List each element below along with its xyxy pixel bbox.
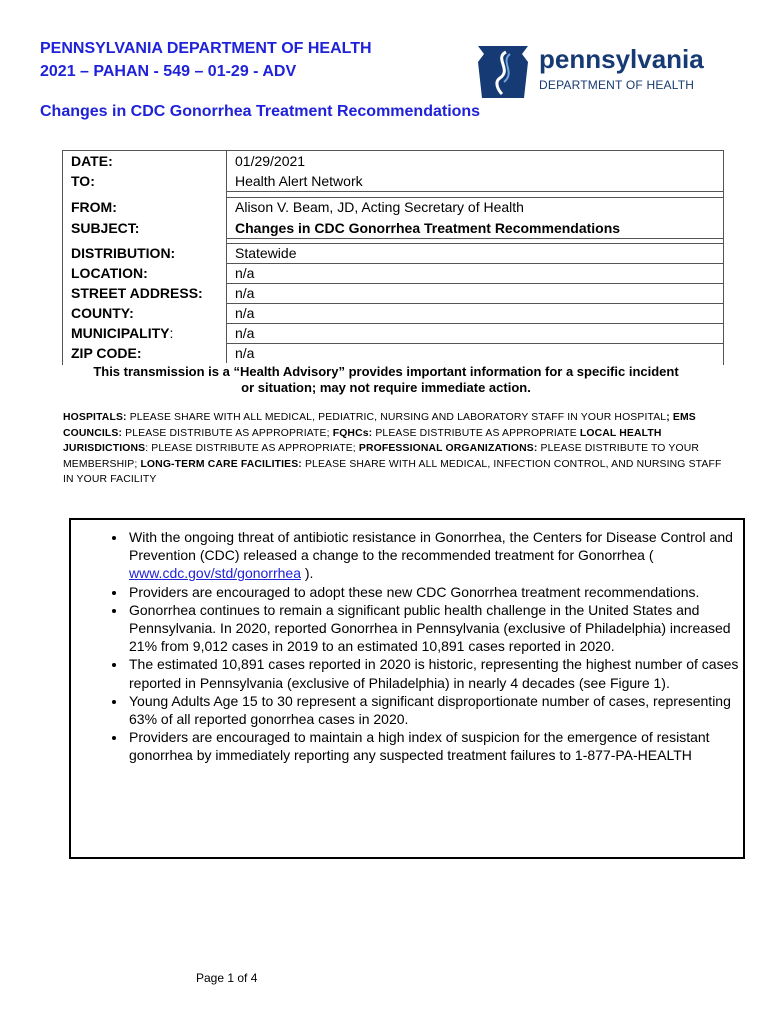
info-row-municipality: [63, 323, 723, 343]
zip-label: ZIP CODE:: [71, 345, 142, 361]
location-value: n/a: [235, 265, 255, 281]
header-title: PENNSYLVANIA DEPARTMENT OF HEALTH: [40, 40, 372, 57]
date-label: DATE:: [71, 153, 113, 169]
from-label: FROM:: [71, 199, 117, 215]
info-row-zip: [63, 343, 723, 363]
subject-value: Changes in CDC Gonorrhea Treatment Recommendations: [235, 220, 621, 236]
key-points-list: [107, 528, 747, 765]
street-label: STREET ADDRESS:: [71, 285, 203, 301]
cdc-gonorrhea-link[interactable]: www.cdc.gov/std/gonorrhea: [129, 565, 301, 582]
info-row-subject: [63, 218, 723, 238]
street-value: n/a: [235, 285, 255, 301]
advisory-info-table: [62, 150, 724, 365]
logo-wordmark: pennsylvania: [539, 44, 704, 74]
page-number: Page 1 of 4: [196, 971, 258, 985]
list-item: • With the ongoing threat of antibiotic resistance in Gonorrhea, the Centers for Disease Control and Prevention (CDC) released a change to the recommended treatment for Gonorrhea ( www.cdc.gov/std/gonorrhea ).: [127, 528, 747, 583]
zip-value: n/a: [235, 345, 255, 361]
logo-department: DEPARTMENT OF HEALTH: [539, 78, 695, 92]
info-row-street: [63, 283, 723, 303]
distribution-instructions: HOSPITALS: PLEASE SHARE WITH ALL MEDICAL, PEDIATRIC, NURSING AND LABORATORY STAFF IN YOUR HOSPITAL; EMS COUNCILS: PLEASE DISTRIBUTE AS APPROPRIATE; FQHCs: PLEASE DISTRIBUTE AS APPROPRIATE LOCAL HEALTH JURISDICTIONS: PLEASE DISTRIBUTE AS APPROPRIATE; PROFESSIONAL ORGANIZATIONS: PLEASE DISTRIBUTE TO YOUR MEMBERSHIP; LONG-TERM CARE FACILITIES: PLEASE SHARE WITH ALL MEDICAL, INFECTION CONTROL, AND NURSING STAFF IN YOUR FACILITY: [63, 412, 722, 485]
municipality-label: MUNICIPALITY:: [71, 325, 174, 341]
county-label: COUNTY:: [71, 305, 134, 321]
municipality-value: n/a: [235, 325, 255, 341]
list-item: • Young Adults Age 15 to 30 represent a significant disproportionate number of cases, representing 63% of all reported gonorrhea cases in 2020.: [127, 692, 747, 728]
info-row-from: [63, 197, 723, 217]
county-value: n/a: [235, 305, 255, 321]
info-row-to: [63, 171, 723, 191]
from-value: Alison V. Beam, JD, Acting Secretary of Health: [235, 199, 524, 215]
distribution-value: Statewide: [235, 245, 297, 261]
list-item: • Providers are encouraged to maintain a high index of suspicion for the emergence of resistant gonorrhea by immediately reporting any suspected treatment failures to 1-877-PA-HEALTH: [127, 728, 747, 764]
subject-label: SUBJECT:: [71, 220, 140, 236]
page-subtitle: Changes in CDC Gonorrhea Treatment Recommendations: [40, 103, 481, 120]
list-item: • The estimated 10,891 cases reported in 2020 is historic, representing the highest number of cases reported in Pennsylvania (exclusive of Philadelphia) in nearly 4 decades (see Figure 1).: [127, 655, 747, 691]
header-advisory-number: 2021 – PAHAN - 549 – 01-29 - ADV: [40, 63, 297, 80]
health-advisory-notice: This transmission is a “Health Advisory” provides important information for a specific incident or situation; may not require immediate action.: [93, 364, 679, 395]
info-row-date: [63, 151, 723, 171]
info-row-location: [63, 263, 723, 283]
location-label: LOCATION:: [71, 265, 148, 281]
date-value: 01/29/2021: [235, 153, 306, 169]
info-row-county: [63, 303, 723, 323]
list-item: • Providers are encouraged to adopt these new CDC Gonorrhea treatment recommendations.: [127, 583, 747, 601]
info-row-distribution: [63, 243, 723, 263]
list-item: • Gonorrhea continues to remain a significant public health challenge in the United States and Pennsylvania. In 2020, reported Gonorrhea in Pennsylvania (exclusive of Philadelphia) increased 21% from 9,012 cases in 2019 to an estimated 10,891 cases reported in 2020.: [127, 601, 747, 656]
pa-doh-logo: [472, 44, 707, 100]
to-value: Health Alert Network: [235, 173, 363, 189]
key-points-box: [69, 518, 745, 859]
keystone-logo-icon: [472, 44, 534, 100]
distribution-label: DISTRIBUTION:: [71, 245, 176, 261]
to-label: TO:: [71, 173, 95, 189]
